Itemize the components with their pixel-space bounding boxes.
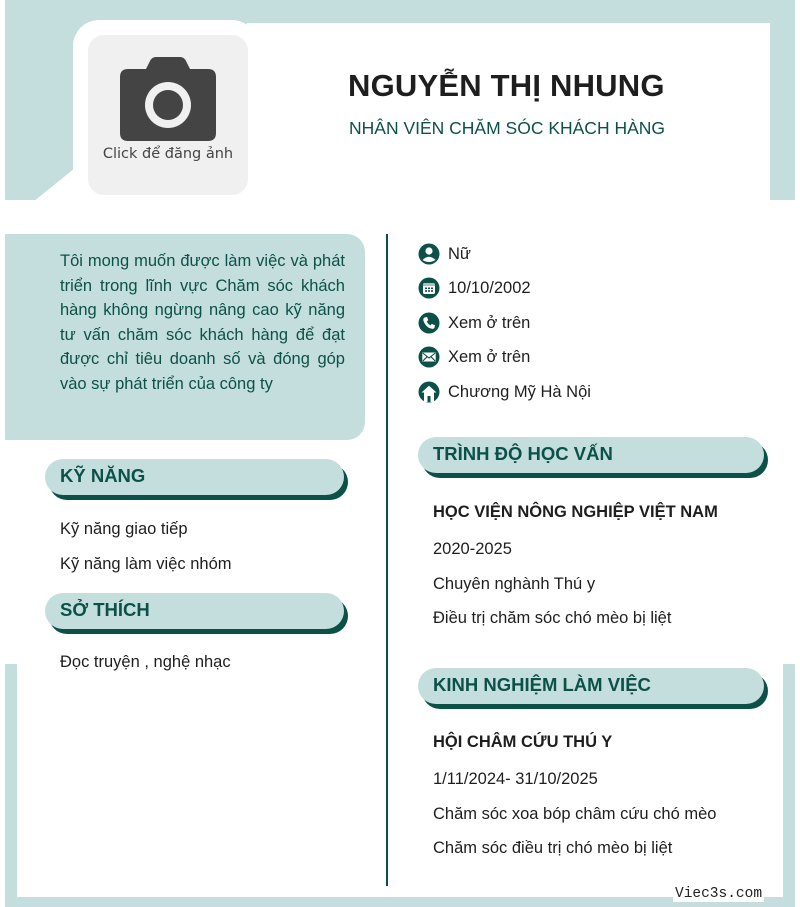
birthday-value: 10/10/2002 xyxy=(448,279,531,297)
hobbies-title: SỞ THÍCH xyxy=(60,599,150,620)
education-header xyxy=(418,437,764,473)
header-corner-cut xyxy=(5,160,75,202)
column-divider xyxy=(386,234,388,886)
header-panel xyxy=(247,23,770,200)
skill-item: Kỹ năng giao tiếp xyxy=(60,520,188,538)
experience-title: KINH NGHIỆM LÀM VIỆC xyxy=(433,674,651,695)
experience-company: HỘI CHÂM CỨU THÚ Y xyxy=(433,733,613,751)
experience-task: Chăm sóc xoa bóp châm cứu chó mèo xyxy=(433,805,717,823)
skills-header xyxy=(45,459,344,495)
education-major: Chuyên nghành Thú y xyxy=(433,575,596,593)
camera-icon xyxy=(120,57,216,141)
email-value: Xem ở trên xyxy=(448,348,531,366)
hobby-item: Đọc truyện , nghệ nhạc xyxy=(60,653,231,671)
education-school: HỌC VIỆN NÔNG NGHIỆP VIỆT NAM xyxy=(433,503,718,521)
frame-right xyxy=(783,664,795,907)
experience-period: 1/11/2024- 31/10/2025 xyxy=(433,770,598,788)
mail-icon xyxy=(418,346,440,368)
gender-value: Nữ xyxy=(448,245,471,263)
experience-header xyxy=(418,668,764,704)
education-title: TRÌNH ĐỘ HỌC VẤN xyxy=(433,443,613,464)
education-detail: Điều trị chăm sóc chó mèo bị liệt xyxy=(433,609,672,627)
education-period: 2020-2025 xyxy=(433,540,512,558)
watermark: Viec3s.com xyxy=(675,886,763,902)
address-value: Chương Mỹ Hà Nội xyxy=(448,383,591,401)
calendar-icon xyxy=(418,277,440,299)
frame-left xyxy=(5,664,17,907)
user-icon xyxy=(418,243,440,265)
phone-icon xyxy=(418,312,440,334)
candidate-name: NGUYỄN THỊ NHUNG xyxy=(348,68,665,103)
photo-caption[interactable]: Click để đăng ảnh xyxy=(102,146,234,162)
skill-item: Kỹ năng làm việc nhóm xyxy=(60,555,232,573)
photo-upload[interactable] xyxy=(88,35,248,195)
objective-text: Tôi mong muốn được làm việc và phát triển trong lĩnh vực Chăm sóc khách hàng không ngừng nâng cao kỹ năng tư vấn chăm sóc khách hàng để đạt được chỉ tiêu doanh số và đóng góp vào sự phát triển của công ty xyxy=(60,252,345,393)
home-icon xyxy=(418,381,440,403)
experience-task: Chăm sóc điều trị chó mèo bị liệt xyxy=(433,839,673,857)
skills-title: KỸ NĂNG xyxy=(60,465,146,486)
phone-value: Xem ở trên xyxy=(448,314,531,332)
hobbies-header xyxy=(45,593,344,629)
job-title: NHÂN VIÊN CHĂM SÓC KHÁCH HÀNG xyxy=(349,118,666,138)
